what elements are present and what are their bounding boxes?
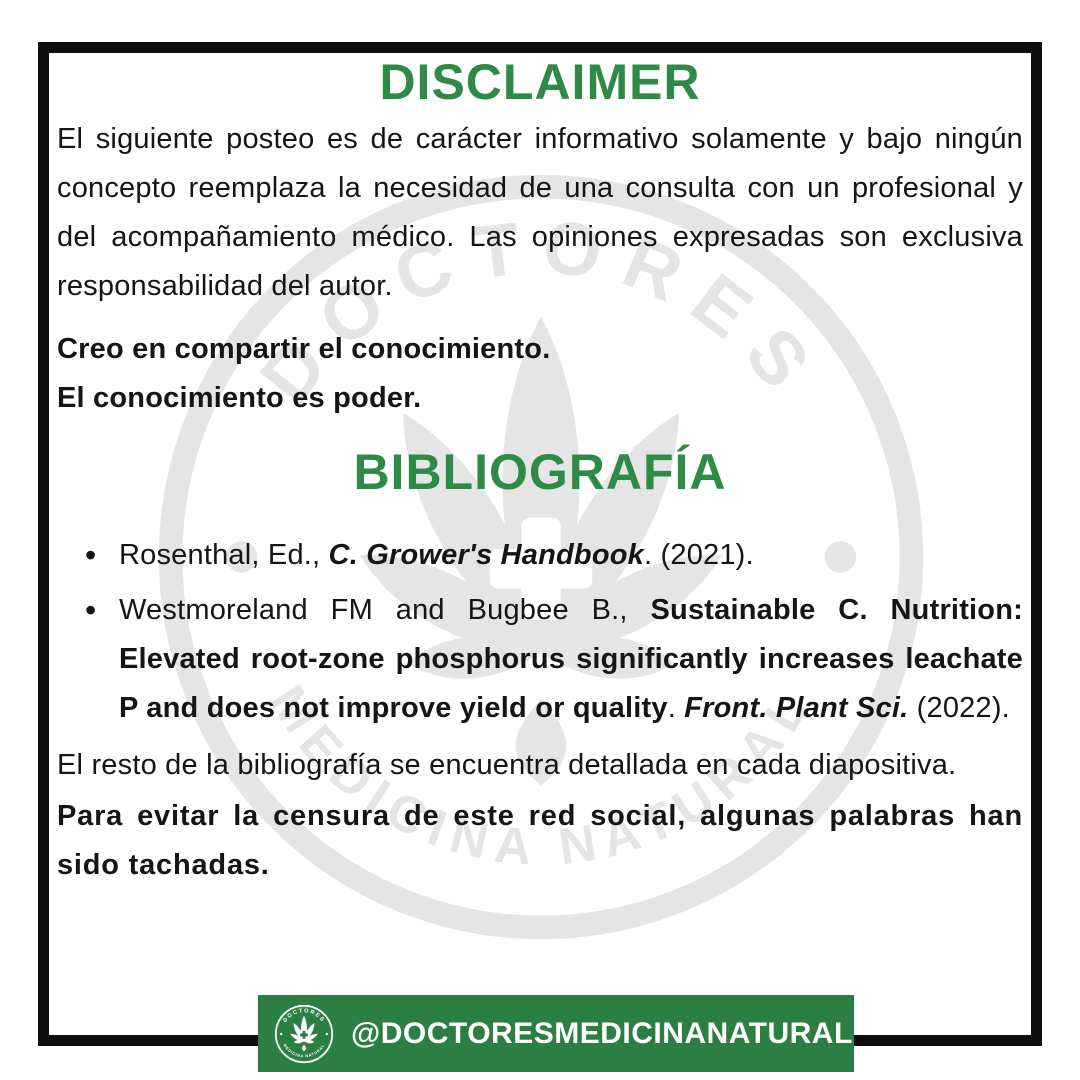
censorship-note: Para evitar la censura de este red social, algunas palabras han sido tachadas. bbox=[57, 800, 1023, 881]
bibliography-note: El resto de la bibliografía se encuentra detallada en cada diapositiva. bbox=[57, 749, 957, 781]
text-segment: (2022). bbox=[908, 692, 1010, 724]
footer-banner bbox=[258, 995, 854, 1072]
text-segment: C. Grower's Handbook bbox=[328, 539, 644, 571]
bibliography-title: BIBLIOGRAFÍA bbox=[353, 444, 727, 500]
disclaimer-body: El siguiente posteo es de carácter informativo solamente y bajo ningún concepto reemplaza la necesidad de una consulta con un profesional y del acompañamiento médico. Las opiniones expresadas son exclusiva responsabilidad del autor. bbox=[57, 123, 1023, 302]
content-frame bbox=[38, 42, 1042, 1046]
text-segment: Rosenthal, Ed., bbox=[119, 539, 329, 571]
doctores-medicina-natural-badge-icon bbox=[274, 1004, 334, 1064]
text-segment: Front. Plant Sci. bbox=[684, 692, 909, 724]
text-segment: . bbox=[667, 692, 685, 724]
disclaimer-bold-line-2: El conocimiento es poder. bbox=[57, 382, 422, 414]
instagram-handle: @DOCTORESMEDICINANATURAL bbox=[351, 1016, 853, 1050]
bibliography-list bbox=[57, 531, 1023, 733]
disclaimer-bold-line-1: Creo en compartir el conocimiento. bbox=[57, 333, 551, 365]
text-segment: . (2021). bbox=[644, 539, 754, 571]
bibliography-item-westmoreland bbox=[57, 586, 1023, 733]
text-segment: Westmoreland FM and Bugbee B., bbox=[119, 594, 651, 626]
text-segment: Sustainable C. Nutrition: Elevated root-zone phosphorus significantly increases leachate P and does not improve yield or quality bbox=[119, 594, 1023, 724]
bibliography-item-rosenthal bbox=[57, 531, 1023, 580]
disclaimer-title: DISCLAIMER bbox=[379, 54, 701, 110]
